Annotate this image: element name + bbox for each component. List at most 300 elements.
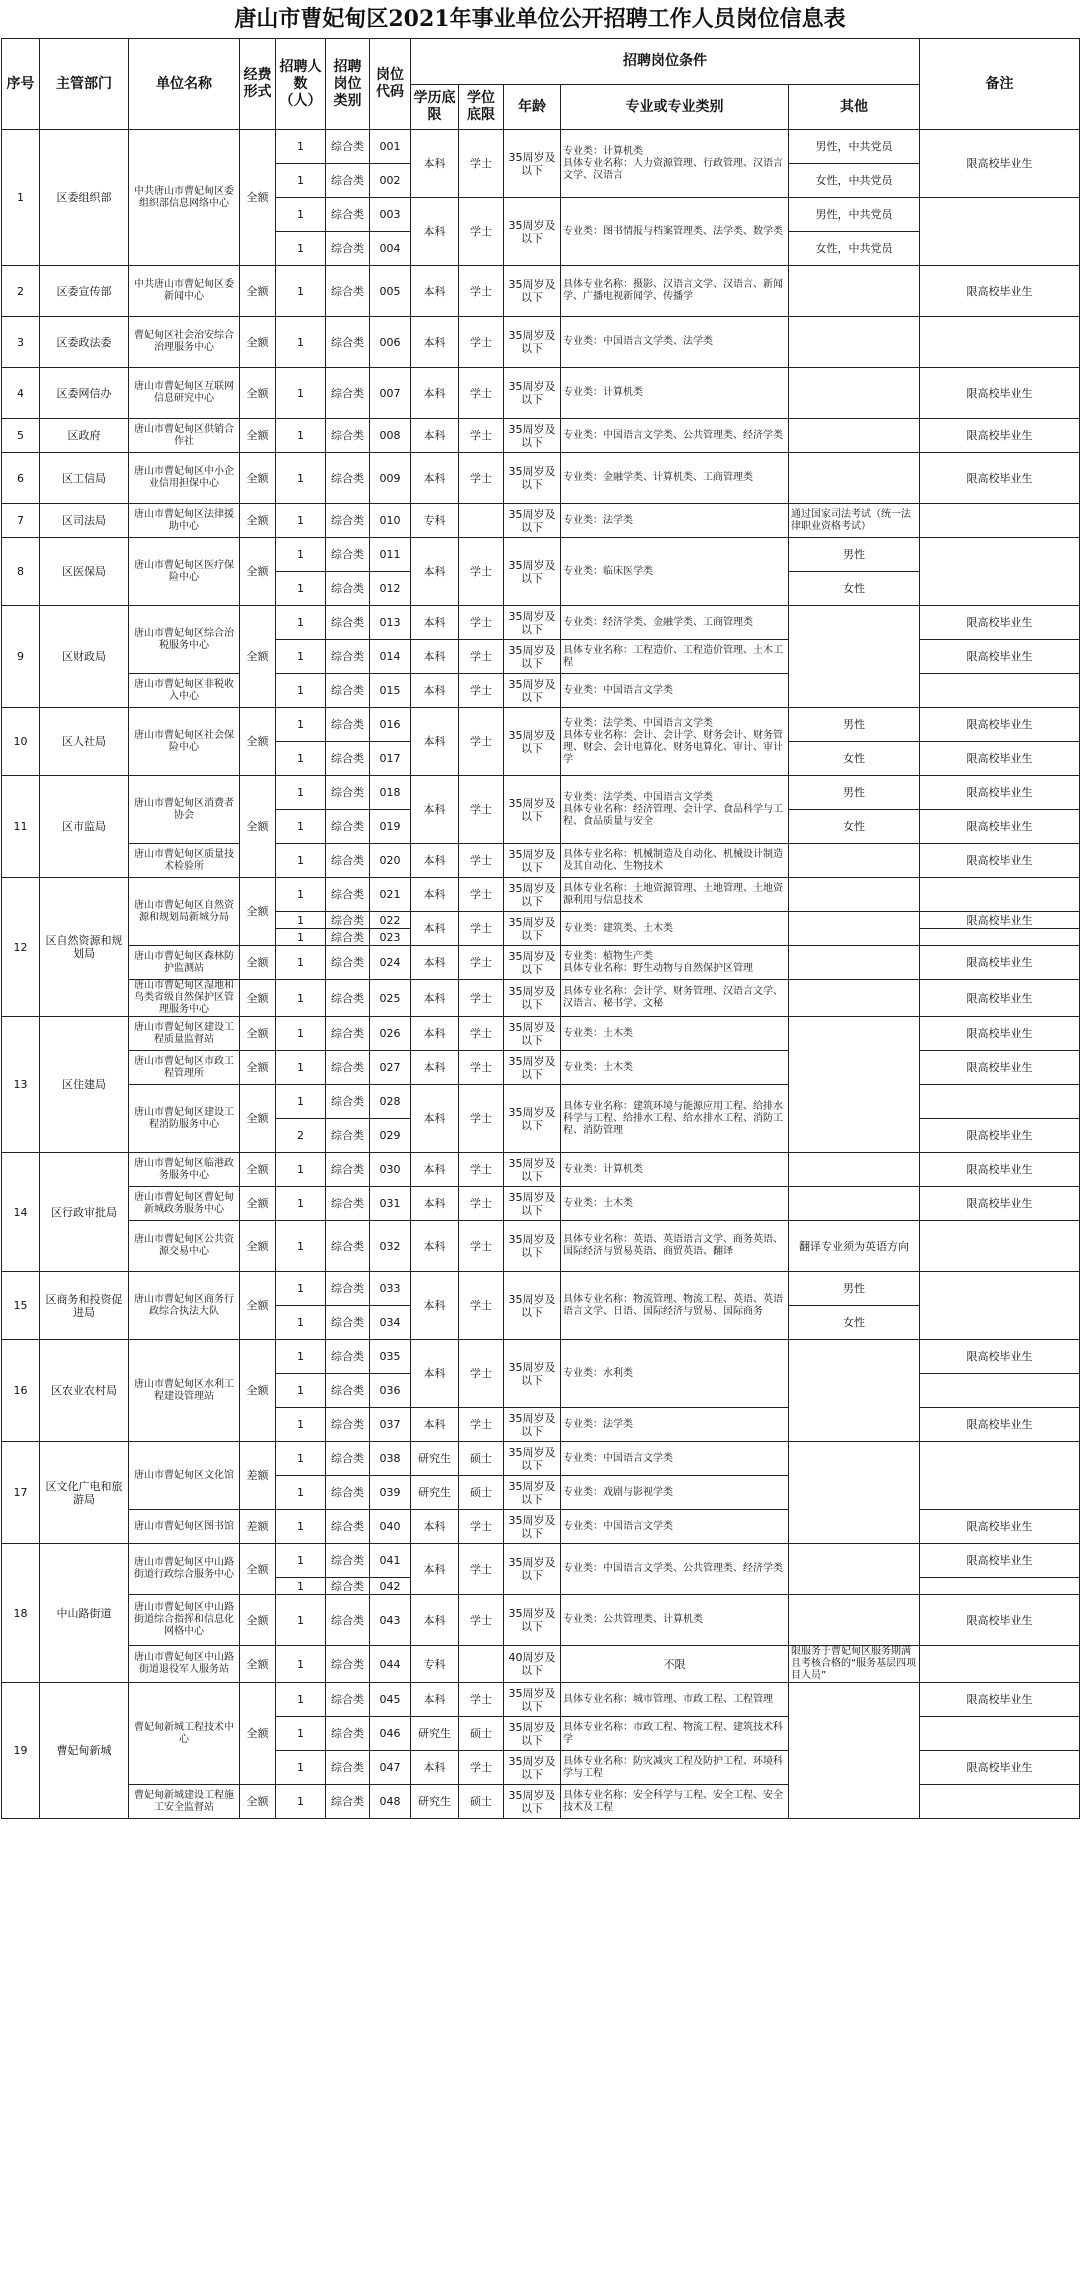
- table-cell: 6: [2, 453, 40, 504]
- table-cell: 全额: [240, 1544, 276, 1595]
- table-row: [2, 1187, 1080, 1204]
- table-cell: 具体专业名称：防灾减灾工程及防护工程、环境科学与工程: [561, 1751, 789, 1785]
- table-row: [2, 708, 1080, 725]
- table-cell: 限高校毕业生: [920, 1017, 1080, 1051]
- table-cell: 唐山市曹妃甸区湿地和鸟类省级自然保护区管理服务中心: [129, 980, 240, 1017]
- table-cell: 综合类: [326, 1374, 370, 1408]
- table-cell: 硕士: [459, 1785, 504, 1819]
- table-cell: 1: [276, 742, 326, 776]
- table-cell: 学士: [459, 1153, 504, 1187]
- table-cell: 35周岁及以下: [504, 1187, 561, 1221]
- table-cell: 35周岁及以下: [504, 1408, 561, 1442]
- table-cell: [789, 1683, 920, 1819]
- table-cell: 35周岁及以下: [504, 1751, 561, 1785]
- table-row: [2, 1683, 1080, 1700]
- table-cell: [920, 674, 1080, 708]
- table-cell: 全额: [240, 878, 276, 946]
- table-cell: 学士: [459, 1340, 504, 1408]
- table-cell: 16: [2, 1340, 40, 1442]
- table-row: [2, 606, 1080, 623]
- table-cell: 009: [370, 453, 411, 504]
- table-cell: 13: [2, 1017, 40, 1153]
- table-cell: 041: [370, 1544, 411, 1578]
- table-cell: 020: [370, 844, 411, 878]
- table-cell: 唐山市曹妃甸区商务行政综合执法大队: [129, 1272, 240, 1340]
- table-cell: 综合类: [326, 317, 370, 368]
- table-cell: 全额: [240, 1153, 276, 1187]
- table-cell: 限高校毕业生: [920, 1751, 1080, 1785]
- table-cell: 女性，中共党员: [789, 164, 920, 198]
- table-cell: 专科: [411, 504, 459, 538]
- table-cell: 唐山市曹妃甸区文化馆: [129, 1442, 240, 1510]
- header-edu: 学历底限: [411, 85, 459, 130]
- table-cell: 限高校毕业生: [920, 1187, 1080, 1221]
- table-cell: [789, 1153, 920, 1187]
- table-cell: 研究生: [411, 1476, 459, 1510]
- table-cell: 本科: [411, 1595, 459, 1646]
- table-cell: 全额: [240, 1085, 276, 1153]
- table-cell: 专业类：土木类: [561, 1051, 789, 1085]
- table-cell: [920, 1221, 1080, 1272]
- table-cell: 综合类: [326, 1476, 370, 1510]
- table-cell: 综合类: [326, 1306, 370, 1340]
- table-cell: 唐山市曹妃甸区综合治税服务中心: [129, 606, 240, 674]
- table-cell: 本科: [411, 980, 459, 1017]
- table-row: [2, 1340, 1080, 1357]
- table-cell: 35周岁及以下: [504, 1510, 561, 1544]
- table-cell: 全额: [240, 1187, 276, 1221]
- table-cell: 全额: [240, 1051, 276, 1085]
- table-cell: 本科: [411, 1085, 459, 1153]
- table-cell: 2: [276, 1119, 326, 1153]
- table-cell: 1: [276, 1340, 326, 1374]
- table-cell: 综合类: [326, 640, 370, 674]
- table-cell: 018: [370, 776, 411, 810]
- table-cell: 学士: [459, 1085, 504, 1153]
- table-cell: 全额: [240, 504, 276, 538]
- table-cell: 唐山市曹妃甸区森林防护监测站: [129, 946, 240, 980]
- table-row: [2, 317, 1080, 334]
- table-cell: 限高校毕业生: [920, 1683, 1080, 1717]
- table-cell: 唐山市曹妃甸区互联网信息研究中心: [129, 368, 240, 419]
- table-row: [2, 368, 1080, 385]
- table-cell: 010: [370, 504, 411, 538]
- table-cell: 1: [276, 1476, 326, 1510]
- table-cell: 区住建局: [40, 1017, 129, 1153]
- table-row: [2, 1544, 1080, 1561]
- header-cond: 招聘岗位条件: [411, 39, 920, 85]
- table-cell: 限高校毕业生: [920, 912, 1080, 929]
- table-cell: 学士: [459, 640, 504, 674]
- table-cell: 015: [370, 674, 411, 708]
- table-cell: [789, 1595, 920, 1646]
- table-cell: 全额: [240, 1683, 276, 1785]
- table-cell: [789, 980, 920, 1017]
- table-cell: 35周岁及以下: [504, 1017, 561, 1051]
- table-cell: 综合类: [326, 1051, 370, 1085]
- table-cell: 男性: [789, 776, 920, 810]
- table-cell: 学士: [459, 1751, 504, 1785]
- table-row: [2, 1221, 1080, 1238]
- table-cell: 40周岁及以下: [504, 1646, 561, 1683]
- table-cell: 区工信局: [40, 453, 129, 504]
- table-cell: 限高校毕业生: [920, 844, 1080, 878]
- table-cell: 本科: [411, 878, 459, 912]
- table-cell: 1: [276, 368, 326, 419]
- table-cell: 35周岁及以下: [504, 419, 561, 453]
- table-cell: 013: [370, 606, 411, 640]
- table-cell: 35周岁及以下: [504, 317, 561, 368]
- table-cell: 唐山市曹妃甸区图书馆: [129, 1510, 240, 1544]
- table-cell: 本科: [411, 198, 459, 266]
- table-cell: 综合类: [326, 572, 370, 606]
- table-cell: 具体专业名称：土地资源管理、土地管理、土地资源利用与信息技术: [561, 878, 789, 912]
- table-cell: 区文化广电和旅游局: [40, 1442, 129, 1544]
- header-dept: 主管部门: [40, 39, 129, 130]
- table-cell: 1: [276, 130, 326, 164]
- table-cell: 综合类: [326, 1187, 370, 1221]
- table-cell: 35周岁及以下: [504, 640, 561, 674]
- table-cell: 专业类：中国语言文学类、法学类: [561, 317, 789, 368]
- table-cell: 022: [370, 912, 411, 929]
- table-cell: 专业类：土木类: [561, 1187, 789, 1221]
- table-row: [2, 1646, 1080, 1665]
- table-cell: 区商务和投资促进局: [40, 1272, 129, 1340]
- table-cell: 016: [370, 708, 411, 742]
- table-cell: 本科: [411, 606, 459, 640]
- table-cell: 区委组织部: [40, 130, 129, 266]
- table-cell: [789, 912, 920, 946]
- table-cell: 026: [370, 1017, 411, 1051]
- table-cell: 本科: [411, 317, 459, 368]
- table-cell: 本科: [411, 453, 459, 504]
- table-cell: [789, 1340, 920, 1442]
- table-cell: 学士: [459, 130, 504, 198]
- table-cell: 唐山市曹妃甸区非税收入中心: [129, 674, 240, 708]
- table-cell: [920, 929, 1080, 946]
- table-cell: 35周岁及以下: [504, 504, 561, 538]
- table-cell: 1: [276, 317, 326, 368]
- table-cell: 1: [276, 1785, 326, 1819]
- table-cell: 19: [2, 1683, 40, 1819]
- table-cell: 唐山市曹妃甸区消费者协会: [129, 776, 240, 844]
- table-cell: 限高校毕业生: [920, 419, 1080, 453]
- table-cell: 限服务于曹妃甸区服务期满且考核合格的“服务基层四项目人员”: [789, 1646, 920, 1683]
- table-cell: 专业类：戏剧与影视学类: [561, 1476, 789, 1510]
- table-cell: 专科: [411, 1646, 459, 1683]
- table-cell: [920, 1085, 1080, 1119]
- table-cell: 综合类: [326, 164, 370, 198]
- table-cell: 本科: [411, 1340, 459, 1408]
- table-cell: 限高校毕业生: [920, 1340, 1080, 1374]
- table-cell: 4: [2, 368, 40, 419]
- table-cell: 002: [370, 164, 411, 198]
- table-cell: 1: [276, 1085, 326, 1119]
- table-cell: 35周岁及以下: [504, 980, 561, 1017]
- table-cell: 综合类: [326, 504, 370, 538]
- table-cell: 学士: [459, 317, 504, 368]
- table-cell: [920, 1374, 1080, 1408]
- table-cell: 学士: [459, 538, 504, 606]
- table-cell: 本科: [411, 1187, 459, 1221]
- table-cell: 综合类: [326, 606, 370, 640]
- table-cell: 1: [276, 776, 326, 810]
- table-cell: 全额: [240, 980, 276, 1017]
- table-cell: 专业类：图书情报与档案管理类、法学类、数学类: [561, 198, 789, 266]
- table-cell: 区委网信办: [40, 368, 129, 419]
- table-cell: 中共唐山市曹妃甸区委新闻中心: [129, 266, 240, 317]
- table-header: [2, 39, 1080, 130]
- table-cell: [789, 844, 920, 878]
- table-cell: 专业类：土木类: [561, 1017, 789, 1051]
- table-cell: 学士: [459, 912, 504, 946]
- table-cell: 本科: [411, 1221, 459, 1272]
- table-cell: 曹妃甸新城建设工程施工安全监督站: [129, 1785, 240, 1819]
- table-cell: [920, 504, 1080, 538]
- header-cat: 招聘岗位类别: [326, 39, 370, 130]
- table-cell: 限高校毕业生: [920, 640, 1080, 674]
- table-cell: 男性，中共党员: [789, 198, 920, 232]
- table-cell: 不限: [561, 1646, 789, 1683]
- table-cell: 学士: [459, 1272, 504, 1340]
- table-cell: 1: [276, 1221, 326, 1272]
- table-cell: 具体专业名称：机械制造及自动化、机械设计制造及其自动化、生物技术: [561, 844, 789, 878]
- table-cell: 唐山市曹妃甸区水利工程建设管理站: [129, 1340, 240, 1442]
- table-cell: 学士: [459, 708, 504, 776]
- table-cell: 038: [370, 1442, 411, 1476]
- table-cell: 9: [2, 606, 40, 708]
- table-cell: 综合类: [326, 198, 370, 232]
- table-cell: 专业类：植物生产类 具体专业名称：野生动物与自然保护区管理: [561, 946, 789, 980]
- table-row: [2, 1272, 1080, 1289]
- table-cell: 唐山市曹妃甸区建设工程质量监督站: [129, 1017, 240, 1051]
- table-cell: 唐山市曹妃甸区曹妃甸新城政务服务中心: [129, 1187, 240, 1221]
- table-cell: 全额: [240, 1595, 276, 1646]
- table-cell: 本科: [411, 776, 459, 844]
- table-cell: 区政府: [40, 419, 129, 453]
- table-cell: 综合类: [326, 1340, 370, 1374]
- table-cell: 1: [276, 1646, 326, 1683]
- table-row: [2, 980, 1080, 999]
- table-cell: 综合类: [326, 1221, 370, 1272]
- table-cell: 综合类: [326, 1510, 370, 1544]
- table-cell: 综合类: [326, 538, 370, 572]
- table-cell: 1: [276, 1544, 326, 1578]
- table-cell: 045: [370, 1683, 411, 1717]
- table-cell: 024: [370, 946, 411, 980]
- table-cell: 综合类: [326, 1751, 370, 1785]
- table-cell: 唐山市曹妃甸区自然资源和规划局新城分局: [129, 878, 240, 946]
- table-cell: 35周岁及以下: [504, 776, 561, 844]
- table-row: [2, 130, 1080, 147]
- table-cell: 043: [370, 1595, 411, 1646]
- table-cell: 全额: [240, 1646, 276, 1683]
- table-cell: [789, 1544, 920, 1595]
- table-cell: 1: [276, 810, 326, 844]
- table-cell: 具体专业名称：安全科学与工程、安全工程、安全技术及工程: [561, 1785, 789, 1819]
- table-cell: 学士: [459, 1051, 504, 1085]
- table-cell: [789, 878, 920, 912]
- table-cell: 综合类: [326, 419, 370, 453]
- header-age: 年龄: [504, 85, 561, 130]
- table-cell: 1: [276, 640, 326, 674]
- table-cell: 专业类：中国语言文学类: [561, 1510, 789, 1544]
- table-cell: [920, 1442, 1080, 1510]
- table-cell: 区委宣传部: [40, 266, 129, 317]
- table-cell: 专业类：水利类: [561, 1340, 789, 1408]
- table-cell: 1: [276, 538, 326, 572]
- table-cell: 学士: [459, 1187, 504, 1221]
- table-cell: 1: [276, 844, 326, 878]
- table-cell: 本科: [411, 368, 459, 419]
- header-note: 备注: [920, 39, 1080, 130]
- table-cell: 2: [2, 266, 40, 317]
- table-row: [2, 453, 1080, 470]
- table-cell: 1: [276, 1510, 326, 1544]
- table-cell: 14: [2, 1153, 40, 1272]
- table-cell: 029: [370, 1119, 411, 1153]
- table-cell: 017: [370, 742, 411, 776]
- table-cell: 35周岁及以下: [504, 1683, 561, 1717]
- table-cell: [789, 606, 920, 708]
- table-cell: [920, 1578, 1080, 1595]
- table-cell: 004: [370, 232, 411, 266]
- table-cell: 35周岁及以下: [504, 1051, 561, 1085]
- table-cell: 综合类: [326, 1717, 370, 1751]
- table-cell: 差额: [240, 1442, 276, 1510]
- table-cell: 1: [276, 1153, 326, 1187]
- table-cell: 具体专业名称：摄影、汉语言文学、汉语言、新闻学、广播电视新闻学、传播学: [561, 266, 789, 317]
- table-body: [2, 130, 1080, 1819]
- table-cell: 综合类: [326, 1085, 370, 1119]
- table-cell: [789, 453, 920, 504]
- table-cell: 专业类：中国语言文学类: [561, 1442, 789, 1476]
- table-cell: 本科: [411, 419, 459, 453]
- table-cell: 限高校毕业生: [920, 266, 1080, 317]
- table-cell: 学士: [459, 878, 504, 912]
- table-cell: 046: [370, 1717, 411, 1751]
- table-cell: 学士: [459, 453, 504, 504]
- table-cell: 全额: [240, 708, 276, 776]
- table-cell: [459, 1646, 504, 1683]
- table-cell: 唐山市曹妃甸区中山路街道退役军人服务站: [129, 1646, 240, 1683]
- table-cell: 研究生: [411, 1717, 459, 1751]
- table-cell: 唐山市曹妃甸区中山路街道综合指挥和信息化网格中心: [129, 1595, 240, 1646]
- table-cell: 具体专业名称：会计学、财务管理、汉语言文学、汉语言、秘书学、文秘: [561, 980, 789, 1017]
- table-cell: 具体专业名称：建筑环境与能源应用工程、给排水科学与工程、给排水工程、给水排水工程、消防工程、消防管理: [561, 1085, 789, 1153]
- table-cell: 35周岁及以下: [504, 453, 561, 504]
- table-cell: 综合类: [326, 912, 370, 929]
- table-cell: 本科: [411, 1272, 459, 1340]
- table-cell: 中共唐山市曹妃甸区委组织部信息网络中心: [129, 130, 240, 266]
- table-cell: 027: [370, 1051, 411, 1085]
- table-row: [2, 538, 1080, 555]
- table-cell: 学士: [459, 419, 504, 453]
- table-cell: 唐山市曹妃甸区建设工程消防服务中心: [129, 1085, 240, 1153]
- table-cell: 综合类: [326, 1544, 370, 1578]
- table-cell: 全额: [240, 419, 276, 453]
- table-cell: 综合类: [326, 1785, 370, 1819]
- table-cell: 专业类：中国语言文学类、公共管理类、经济学类: [561, 1544, 789, 1595]
- table-cell: 硕士: [459, 1442, 504, 1476]
- table-cell: 1: [276, 232, 326, 266]
- table-cell: 限高校毕业生: [920, 453, 1080, 504]
- table-row: [2, 1153, 1080, 1170]
- header-deg: 学位底限: [459, 85, 504, 130]
- table-cell: 曹妃甸区社会治安综合治理服务中心: [129, 317, 240, 368]
- table-cell: 女性: [789, 810, 920, 844]
- table-cell: 1: [276, 708, 326, 742]
- table-cell: 001: [370, 130, 411, 164]
- table-cell: 18: [2, 1544, 40, 1683]
- table-cell: 全额: [240, 1785, 276, 1819]
- table-cell: 限高校毕业生: [920, 1595, 1080, 1646]
- table-cell: 区司法局: [40, 504, 129, 538]
- table-cell: 35周岁及以下: [504, 1717, 561, 1751]
- table-cell: 专业类：中国语言文学类、公共管理类、经济学类: [561, 419, 789, 453]
- table-cell: 1: [276, 929, 326, 946]
- table-cell: 7: [2, 504, 40, 538]
- table-cell: 1: [276, 504, 326, 538]
- table-cell: 学士: [459, 1544, 504, 1595]
- table-cell: 1: [276, 980, 326, 1017]
- table-cell: 1: [276, 572, 326, 606]
- table-cell: 019: [370, 810, 411, 844]
- table-cell: [920, 1272, 1080, 1340]
- table-cell: 专业类：建筑类、土木类: [561, 912, 789, 946]
- table-cell: 限高校毕业生: [920, 1408, 1080, 1442]
- table-cell: [789, 419, 920, 453]
- table-cell: 学士: [459, 674, 504, 708]
- table-cell: 限高校毕业生: [920, 742, 1080, 776]
- table-cell: 区医保局: [40, 538, 129, 606]
- table-cell: 限高校毕业生: [920, 368, 1080, 419]
- table-cell: 全额: [240, 538, 276, 606]
- header-fund: 经费形式: [240, 39, 276, 130]
- table-cell: 限高校毕业生: [920, 1119, 1080, 1153]
- table-cell: 17: [2, 1442, 40, 1544]
- table-cell: 专业类：法学类: [561, 504, 789, 538]
- header-other: 其他: [789, 85, 920, 130]
- table-cell: 031: [370, 1187, 411, 1221]
- table-cell: 唐山市曹妃甸区市政工程管理所: [129, 1051, 240, 1085]
- table-cell: 男性: [789, 538, 920, 572]
- table-cell: 中山路街道: [40, 1544, 129, 1683]
- table-cell: 35周岁及以下: [504, 1476, 561, 1510]
- table-cell: 综合类: [326, 776, 370, 810]
- table-cell: 全额: [240, 317, 276, 368]
- table-cell: 044: [370, 1646, 411, 1683]
- table-cell: 1: [276, 1272, 326, 1306]
- table-cell: 唐山市曹妃甸区法律援助中心: [129, 504, 240, 538]
- table-cell: 综合类: [326, 266, 370, 317]
- table-cell: 本科: [411, 1510, 459, 1544]
- table-cell: 本科: [411, 266, 459, 317]
- table-cell: 综合类: [326, 232, 370, 266]
- table-cell: 学士: [459, 980, 504, 1017]
- table-cell: 本科: [411, 1051, 459, 1085]
- table-row: [2, 776, 1080, 793]
- table-cell: 1: [276, 1683, 326, 1717]
- table-cell: 35周岁及以下: [504, 1544, 561, 1595]
- table-cell: 具体专业名称：工程造价、工程造价管理、土木工程: [561, 640, 789, 674]
- table-cell: 男性，中共党员: [789, 130, 920, 164]
- table-cell: 35周岁及以下: [504, 1085, 561, 1153]
- table-cell: 限高校毕业生: [920, 776, 1080, 810]
- table-cell: 区自然资源和规划局: [40, 878, 129, 1017]
- table-cell: 全额: [240, 368, 276, 419]
- table-cell: 唐山市曹妃甸区中山路街道行政综合服务中心: [129, 1544, 240, 1595]
